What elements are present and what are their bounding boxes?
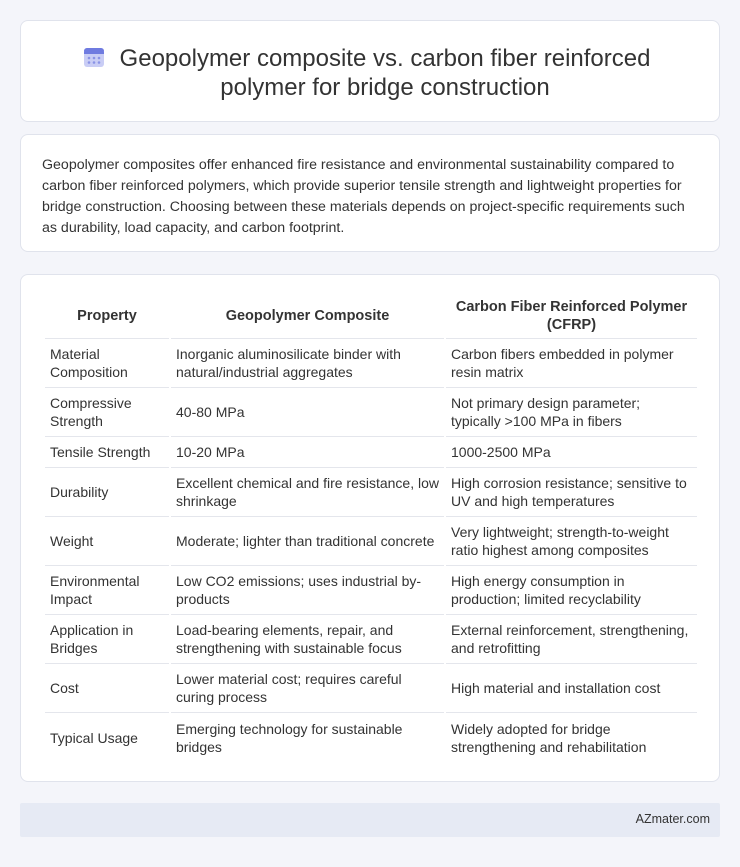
- row-geopolymer-value: Excellent chemical and fire resistance, low shrinkage: [171, 468, 444, 517]
- row-property: Typical Usage: [50, 729, 138, 746]
- row-geopolymer-value: 40-80 MPa: [171, 388, 444, 437]
- intro-paragraph: Geopolymer composites offer enhanced fire resistance and environmental sustainability compared to carbon fiber reinforced polymers, which provide superior tensile strength and lightweight properties for bridge construction. Choosing between these materials depends on project-specific requirements such as durability, load capacity, and carbon footprint.: [42, 157, 685, 236]
- row-cfrp-value: Very lightweight; strength-to-weight ratio highest among composites: [446, 517, 697, 566]
- row-property: Application in Bridges: [45, 615, 169, 664]
- row-cfrp-value: 1000-2500 MPa: [446, 437, 697, 468]
- comparison-card: [20, 274, 720, 782]
- row-cfrp-value: High energy consumption in production; limited recyclability: [446, 566, 697, 615]
- row-cfrp-value: External reinforcement, strengthening, and retrofitting: [446, 615, 697, 664]
- row-property: Durability: [45, 468, 169, 517]
- row-geopolymer-value: Inorganic aluminosilicate binder with natural/industrial aggregates: [171, 339, 444, 388]
- header-cfrp: Carbon Fiber Reinforced Polymer (CFRP): [446, 293, 697, 339]
- row-geopolymer-value: Moderate; lighter than traditional concrete: [171, 517, 444, 566]
- table-row: [45, 713, 697, 762]
- row-geopolymer-value: Load-bearing elements, repair, and strengthening with sustainable focus: [171, 615, 444, 664]
- header-property: Property: [45, 293, 169, 339]
- row-geopolymer-value: Emerging technology for sustainable bridges: [176, 720, 403, 755]
- row-cfrp-value: Not primary design parameter; typically >100 MPa in fibers: [446, 388, 697, 437]
- intro-card: [20, 134, 720, 252]
- footer-brand[interactable]: AZmater.com: [635, 812, 710, 826]
- table-row: [45, 468, 697, 517]
- table-header-row: [45, 293, 697, 339]
- table-row: [45, 664, 697, 713]
- footer-bar: [20, 803, 720, 837]
- row-cfrp-value: High corrosion resistance; sensitive to UV and high temperatures: [446, 468, 697, 517]
- row-cfrp-value: Carbon fibers embedded in polymer resin matrix: [446, 339, 697, 388]
- header-geopolymer: Geopolymer Composite: [171, 293, 444, 339]
- table-row: [45, 388, 697, 437]
- row-cfrp-value: High material and installation cost: [446, 664, 697, 713]
- row-geopolymer-value: 10-20 MPa: [171, 437, 444, 468]
- table-row: [45, 615, 697, 664]
- row-geopolymer-value: Lower material cost; requires careful curing process: [171, 664, 444, 713]
- page-title: Geopolymer composite vs. carbon fiber reinforced polymer for bridge construction: [119, 45, 651, 101]
- row-property: Material Composition: [45, 339, 169, 388]
- row-geopolymer-value: Low CO2 emissions; uses industrial by-products: [171, 566, 444, 615]
- row-property: Cost: [45, 664, 169, 713]
- row-property: Compressive Strength: [45, 388, 169, 437]
- table-row: [45, 437, 697, 468]
- title-card: [20, 20, 720, 122]
- row-property: Weight: [45, 517, 169, 566]
- table-row: [45, 339, 697, 388]
- table-row: [45, 566, 697, 615]
- row-cfrp-value: Widely adopted for bridge strengthening and rehabilitation: [451, 720, 647, 755]
- row-property: Tensile Strength: [45, 437, 169, 468]
- row-property: Environmental Impact: [45, 566, 169, 615]
- comparison-table: [43, 293, 699, 762]
- table-row: [45, 517, 697, 566]
